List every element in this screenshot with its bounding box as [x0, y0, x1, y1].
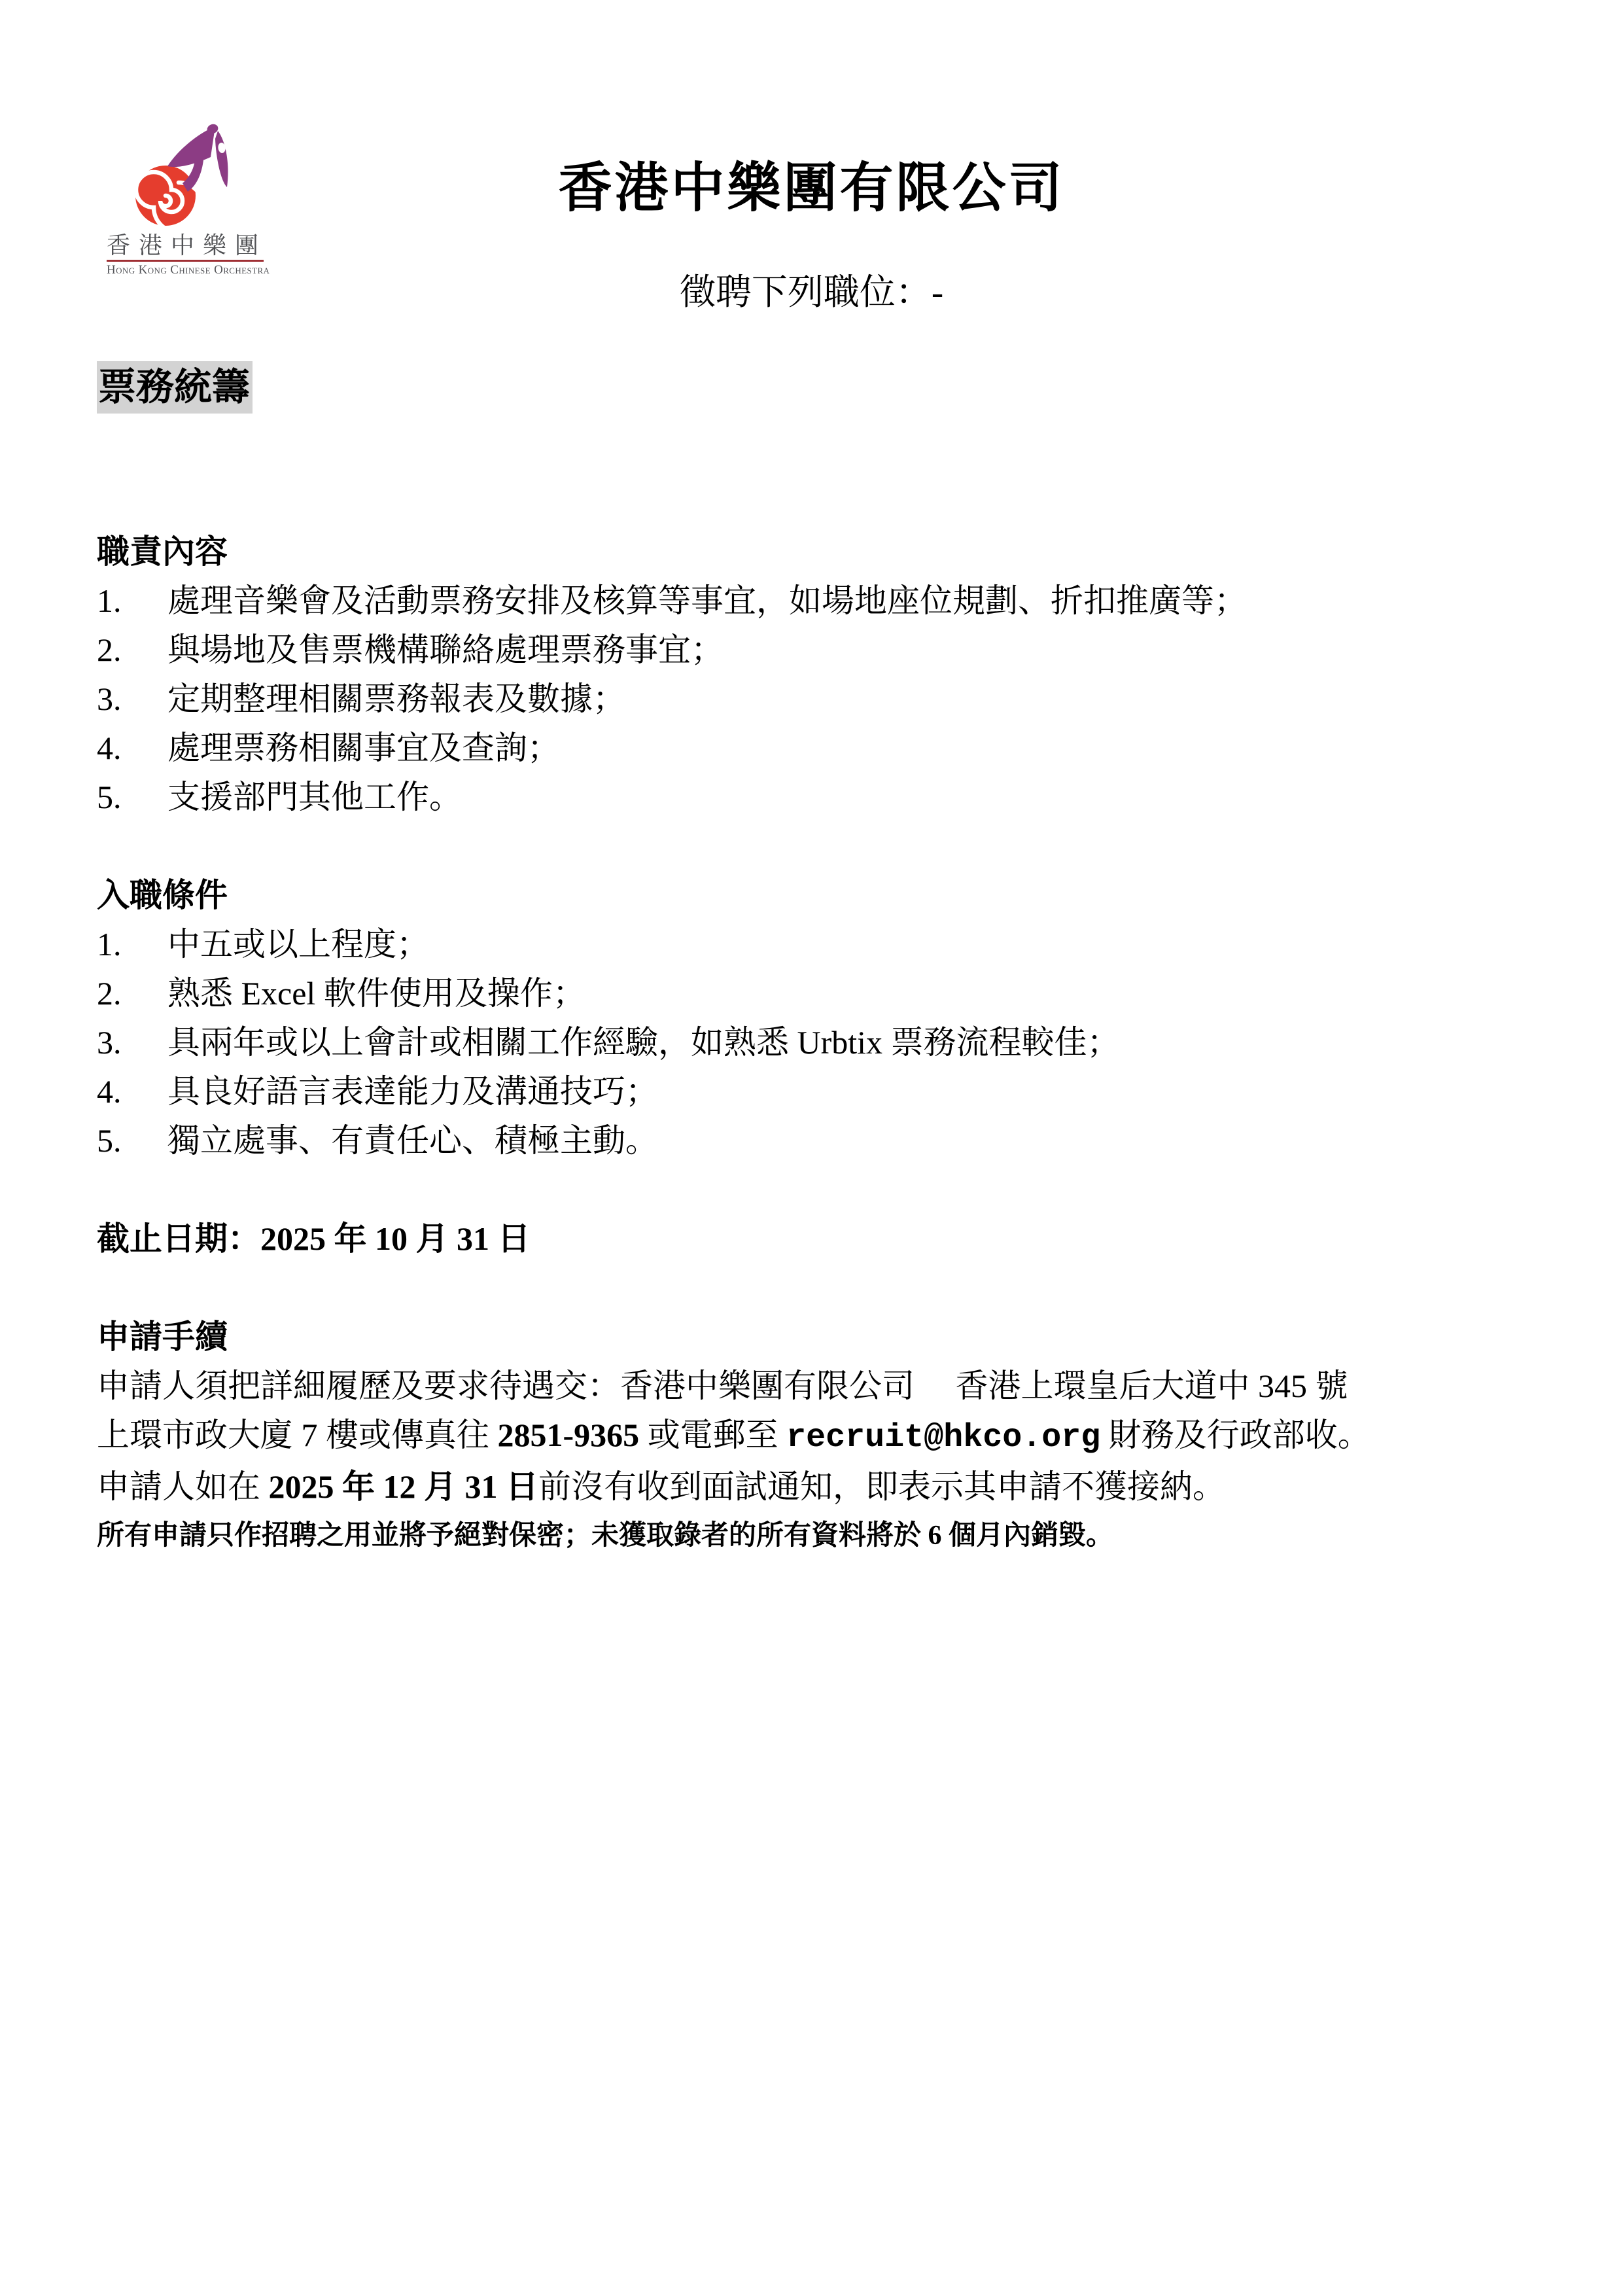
paragraph-segment: 2851-9365: [497, 1417, 640, 1453]
logo-divider: [107, 260, 264, 262]
paragraph-line: [97, 1462, 1451, 1511]
list-item-number: 5.: [97, 1122, 122, 1159]
duties-heading: 職責內容: [97, 533, 228, 570]
content-column: [97, 527, 1451, 1561]
list-item: [97, 969, 1451, 1018]
recruitment-subtitle: 徵聘下列職位：-: [679, 272, 944, 312]
list-item-number: 3.: [97, 1024, 122, 1061]
list-item-number: 1.: [97, 926, 122, 963]
position-title: 票務統籌: [97, 361, 253, 414]
list-item: [97, 1067, 1451, 1116]
list-item-text: 支援部門其他工作。: [167, 779, 462, 815]
logo-chinese-name: 香港中樂團: [107, 232, 268, 258]
paragraph-segment: 上環市政大廈 7 樓或傳真往: [97, 1417, 498, 1453]
list-item-number: 4.: [97, 730, 122, 766]
list-item-text: 具兩年或以上會計或相關工作經驗，如熟悉 Urbtix 票務流程較佳；: [167, 1024, 1120, 1061]
paragraph-line: [97, 1411, 1451, 1462]
paragraph-segment: 申請人如在: [97, 1468, 269, 1505]
requirements-list: [97, 920, 1451, 1165]
list-item: [97, 675, 1451, 724]
list-item: [97, 773, 1451, 822]
list-item: [97, 1116, 1451, 1165]
email-text: recruit@hkco.org: [786, 1419, 1101, 1457]
list-item: [97, 626, 1451, 675]
blank-line: [97, 822, 1451, 871]
application-paragraph: [97, 1362, 1451, 1511]
requirements-heading: 入職條件: [97, 877, 228, 913]
list-item-text: 熟悉 Excel 軟件使用及操作；: [167, 975, 585, 1012]
list-item-number: 1.: [97, 582, 122, 619]
list-item-text: 中五或以上程度；: [167, 926, 429, 963]
application-heading: 申請手續: [97, 1318, 228, 1355]
position-title-line: [97, 361, 253, 414]
deadline-line: [97, 1214, 1451, 1263]
list-item-number: 2.: [97, 631, 122, 668]
list-item: [97, 724, 1451, 773]
paragraph-segment: 2025 年 12 月 31 日: [268, 1468, 538, 1505]
list-item-text: 處理票務相關事宜及查詢；: [167, 730, 560, 766]
list-item: [97, 576, 1451, 626]
list-item: [97, 1018, 1451, 1067]
paragraph-line: [97, 1362, 1451, 1411]
list-item-text: 具良好語言表達能力及溝通技巧；: [167, 1073, 658, 1110]
paragraph-segment: 財務及行政部收。: [1100, 1417, 1370, 1453]
deadline-label: 截止日期：: [97, 1220, 260, 1257]
list-item-text: 處理音樂會及活動票務安排及核算等事宜，如場地座位規劃、折扣推廣等；: [167, 582, 1247, 619]
list-item-number: 4.: [97, 1073, 122, 1110]
privacy-notice: 所有申請只作招聘之用並將予絕對保密；未獲取錄者的所有資料將於 6 個月內銷毀。: [97, 1521, 1114, 1551]
list-item-number: 3.: [97, 680, 122, 717]
list-item-text: 定期整理相關票務報表及數據；: [167, 680, 625, 717]
blank-line: [97, 1263, 1451, 1313]
logo-english-name: Hong Kong Chinese Orchestra: [107, 263, 270, 277]
list-item-number: 5.: [97, 779, 122, 815]
paragraph-segment: 申請人須把詳細履歷及要求待遇交：香港中樂團有限公司 香港上環皇后大道中 345 號: [97, 1368, 1348, 1404]
deadline-value: 2025 年 10 月 31 日: [260, 1220, 531, 1257]
company-title: 香港中樂團有限公司: [558, 158, 1065, 218]
blank-line: [97, 1165, 1451, 1214]
duties-list: [97, 576, 1451, 822]
list-item-text: 獨立處事、有責任心、積極主動。: [167, 1122, 658, 1159]
list-item: [97, 920, 1451, 969]
list-item-number: 2.: [97, 975, 122, 1012]
paragraph-segment: 前沒有收到面試通知，即表示其申請不獲接納。: [538, 1468, 1225, 1505]
paragraph-segment: 或電郵至: [639, 1417, 787, 1453]
list-item-text: 與場地及售票機構聯絡處理票務事宜；: [167, 631, 724, 668]
